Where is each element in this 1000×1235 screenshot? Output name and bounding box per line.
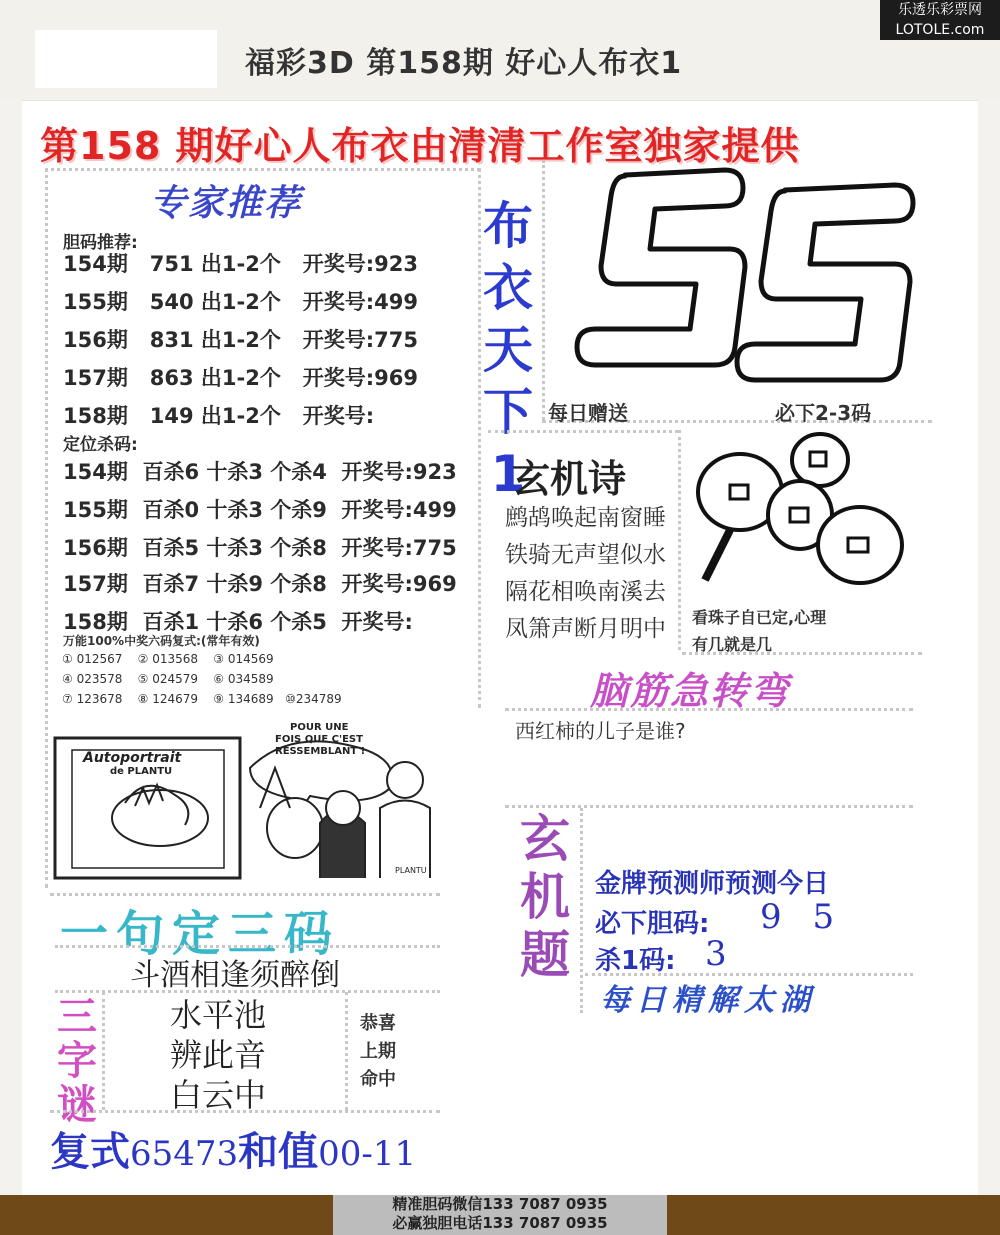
number-55-image: [545, 160, 945, 390]
six-code-row: ① 012567 ② 013568 ③ 014569: [62, 652, 274, 666]
sanzimi-char: 字: [57, 1038, 97, 1084]
kill-label: 杀1码:: [595, 946, 676, 976]
fushi-label: 复式: [50, 1129, 130, 1175]
divider: [50, 1110, 440, 1113]
cartoon-frame-title: Autoportrait: [83, 750, 182, 766]
sanzimi-answers: [170, 995, 266, 1115]
cartoon-speech: RESSEMBLANT !: [275, 746, 366, 757]
poem-title: 玄机诗: [512, 457, 627, 501]
congrats-line: 上期: [360, 1041, 396, 1062]
six-code-row: ④ 023578 ⑤ 024579 ⑥ 034589: [62, 672, 274, 686]
poem-line: 隔花相唤南溪去: [505, 579, 666, 605]
blank-box: [35, 30, 217, 88]
kill-row: 157期 百杀7 十杀9 个杀8 开奖号:969: [63, 572, 457, 596]
divider: [345, 992, 348, 1110]
buyi-char: 天: [483, 321, 533, 379]
beads-caption: 有几就是几: [692, 635, 773, 654]
contact-box: [333, 1195, 667, 1235]
kill-value: 3: [705, 934, 727, 974]
xuanjiti-char: 机: [520, 868, 570, 926]
xuanjiti-char: 玄: [520, 810, 570, 868]
cartoon-image: [50, 718, 445, 883]
dan-row: 156期 831 出1-2个 开奖号:775: [63, 328, 419, 352]
kill-row: 154期 百杀6 十杀3 个杀4 开奖号:923: [63, 460, 457, 484]
kill-row: 158期 百杀1 十杀6 个杀5 开奖号:: [63, 610, 413, 634]
poem-line: 铁骑无声望似水: [505, 542, 666, 568]
dan-row: 154期 751 出1-2个 开奖号:923: [63, 252, 419, 276]
sanzimi-char: 谜: [57, 1082, 97, 1128]
xuanjiti-char: 题: [520, 926, 570, 984]
six-code-title: 万能100%中奖六码复式:(常年有效): [63, 634, 260, 648]
divider: [55, 990, 440, 993]
fushi-line: [50, 1120, 416, 1177]
divider: [102, 992, 105, 1110]
buyi-char: 衣: [483, 259, 533, 317]
divider: [505, 805, 913, 808]
congrats-line: 恭喜: [360, 1013, 396, 1034]
divider: [542, 160, 545, 420]
poem-line: 凤箫声断月明中: [505, 616, 666, 642]
divider: [678, 430, 681, 650]
buyi-char: 1: [490, 445, 526, 503]
divider: [55, 945, 440, 948]
riddle-question: 西红柿的儿子是谁?: [515, 719, 686, 743]
yiju-line: 斗酒相逢须醉倒: [130, 958, 340, 993]
prediction-headline: 金牌预测师预测今日: [595, 869, 830, 899]
divider: [45, 168, 48, 888]
six-code-row: ⑦ 123678 ⑧ 124679 ⑨ 134689 ⑩234789: [62, 692, 342, 706]
divider: [505, 708, 913, 711]
daily-gift-left: 每日赠送: [548, 401, 628, 425]
must-value: 9 5: [760, 897, 845, 937]
sanzimi-answer: 辨此音: [170, 1036, 267, 1074]
logo-line-en: LOTOLE.com: [895, 22, 985, 38]
kill-row: 155期 百杀0 十杀3 个杀9 开奖号:499: [63, 498, 457, 522]
divider: [580, 808, 583, 1013]
contact-phone: 必赢独胆电话133 7087 0935: [392, 1214, 608, 1232]
fushi-value: 65473: [130, 1134, 239, 1174]
buyi-char: 布: [483, 197, 533, 255]
beads-caption: 看珠子自已定,心理: [692, 608, 827, 627]
congrats-note: [360, 1010, 396, 1094]
poem-line: 鹧鸪唤起南窗睡: [505, 505, 666, 531]
expert-title: 专家推荐: [150, 183, 303, 224]
dan-row: 158期 149 出1-2个 开奖号:: [63, 404, 375, 428]
contact-wechat: 精准胆码微信133 7087 0935: [392, 1195, 608, 1213]
beads-image: [690, 430, 920, 595]
sanzimi-answer: 白云中: [170, 1076, 267, 1114]
cartoon-speech: FOIS QUE C'EST: [275, 734, 363, 745]
divider: [682, 652, 922, 655]
cartoon-frame-subtitle: de PLANTU: [110, 766, 173, 777]
sanzimi-answer: 水平池: [170, 996, 267, 1034]
banner-title: 第158 期好心人布衣由清清工作室独家提供: [40, 124, 800, 168]
must-label: 必下胆码:: [595, 909, 710, 939]
dan-row: 157期 863 出1-2个 开奖号:969: [63, 366, 419, 390]
divider: [45, 168, 480, 171]
xuanjiti-vertical-title: [510, 810, 580, 984]
logo-line-cn: 乐透乐彩票网: [898, 2, 982, 18]
cartoon-signature: PLANTU: [395, 866, 427, 875]
page-title: 福彩3D 第158期 好心人布衣1: [245, 46, 683, 81]
kill-row: 156期 百杀5 十杀3 个杀8 开奖号:775: [63, 536, 457, 560]
sanzimi-char: 三: [57, 994, 97, 1040]
yiju-title: 一句定三码: [60, 906, 341, 962]
poem-body: [505, 500, 666, 648]
kill-title: 定位杀码:: [63, 435, 138, 455]
hezhi-value: 00-11: [318, 1134, 417, 1174]
site-logo[interactable]: [880, 0, 1000, 40]
daily-taihu: 每日精解太湖: [600, 983, 816, 1018]
hezhi-label: 和值: [238, 1129, 319, 1175]
cartoon-speech: POUR UNE: [290, 722, 349, 733]
congrats-line: 命中: [360, 1069, 396, 1090]
dan-row: 155期 540 出1-2个 开奖号:499: [63, 290, 419, 314]
sanzimi-vertical-title: [52, 995, 102, 1127]
dan-title: 胆码推荐:: [63, 233, 138, 253]
buyi-char: 下: [483, 383, 533, 441]
brain-teaser-title: 脑筋急转弯: [590, 669, 791, 713]
divider: [488, 430, 678, 433]
daily-gift-right: 必下2-3码: [775, 401, 872, 425]
